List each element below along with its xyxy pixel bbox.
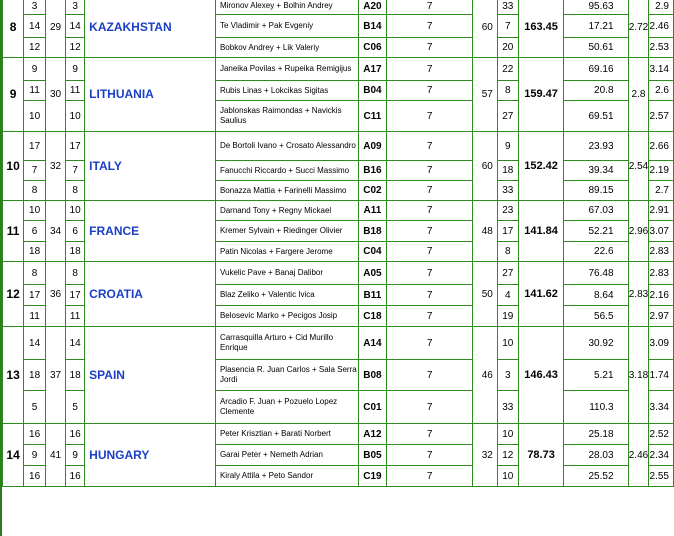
pair-code: C02	[358, 181, 387, 201]
pair-position: 33	[497, 181, 518, 201]
pair-boards: 7	[387, 201, 473, 221]
pair-seat: 10	[24, 201, 46, 221]
pair-deviation: 2.53	[649, 38, 674, 58]
pair-seat: 17	[24, 285, 46, 306]
pair-position: 18	[497, 161, 518, 181]
pair-number: 18	[66, 360, 85, 391]
team-total: 146.43	[518, 327, 564, 424]
pair-names: Darnand Tony + Regny Mickael	[215, 201, 358, 221]
pair-names: Vukelic Pave + Banaj Dalibor	[215, 262, 358, 285]
pair-code: A09	[358, 132, 387, 161]
pair-code: C18	[358, 306, 387, 327]
pair-seat: 10	[24, 101, 46, 132]
team-match-total: 57	[472, 58, 497, 132]
team-average: 2.54	[628, 132, 649, 201]
pair-seat: 16	[24, 466, 46, 487]
team-score: 41	[46, 424, 66, 487]
pair-value: 22.6	[564, 242, 628, 262]
pair-number: 18	[66, 242, 85, 262]
pair-position: 10	[497, 327, 518, 360]
pair-value: 76.48	[564, 262, 628, 285]
pair-position: 17	[497, 221, 518, 242]
pair-deviation: 2.19	[649, 161, 674, 181]
pair-seat: 11	[24, 306, 46, 327]
team-match-total: 60	[472, 0, 497, 58]
pair-seat: 9	[24, 58, 46, 81]
pair-deviation: 2.6	[649, 81, 674, 101]
pair-value: 20.8	[564, 81, 628, 101]
pair-boards: 7	[387, 15, 473, 38]
pair-code: A20	[358, 0, 387, 15]
pair-boards: 7	[387, 466, 473, 487]
pair-boards: 7	[387, 360, 473, 391]
pair-seat: 9	[24, 445, 46, 466]
pair-deviation: 3.09	[649, 327, 674, 360]
pair-position: 3	[497, 360, 518, 391]
pair-value: 5.21	[564, 360, 628, 391]
pair-deviation: 2.83	[649, 242, 674, 262]
team-rank: 12	[3, 262, 24, 327]
pair-deviation: 2.55	[649, 466, 674, 487]
pair-value: 95.63	[564, 0, 628, 15]
pair-boards: 7	[387, 285, 473, 306]
pair-code: A14	[358, 327, 387, 360]
pair-code: C04	[358, 242, 387, 262]
pair-position: 27	[497, 262, 518, 285]
pair-row	[3, 327, 674, 360]
pair-code: C11	[358, 101, 387, 132]
pair-number: 16	[66, 424, 85, 445]
team-average: 3.18	[628, 327, 649, 424]
pair-number: 16	[66, 466, 85, 487]
pair-row	[3, 262, 674, 285]
pair-boards: 7	[387, 58, 473, 81]
pair-boards: 7	[387, 101, 473, 132]
pair-code: C01	[358, 391, 387, 424]
pair-deviation: 2.52	[649, 424, 674, 445]
pair-deviation: 2.7	[649, 181, 674, 201]
pair-seat: 18	[24, 242, 46, 262]
pair-number: 6	[66, 221, 85, 242]
team-total: 152.42	[518, 132, 564, 201]
pair-code: A11	[358, 201, 387, 221]
pair-row	[3, 0, 674, 15]
pair-number: 10	[66, 101, 85, 132]
team-country: HUNGARY	[85, 424, 216, 487]
pair-seat: 14	[24, 327, 46, 360]
pair-deviation: 1.74	[649, 360, 674, 391]
pair-deviation: 2.57	[649, 101, 674, 132]
results-table	[2, 0, 674, 487]
pair-position: 8	[497, 242, 518, 262]
team-total: 141.62	[518, 262, 564, 327]
pair-names: Peter Krisztian + Barati Norbert	[215, 424, 358, 445]
pair-boards: 7	[387, 81, 473, 101]
results-body	[3, 0, 674, 487]
team-rank: 13	[3, 327, 24, 424]
team-average: 2.8	[628, 58, 649, 132]
pair-code: C19	[358, 466, 387, 487]
pair-number: 14	[66, 327, 85, 360]
pair-seat: 3	[24, 0, 46, 15]
team-total: 78.73	[518, 424, 564, 487]
pair-position: 4	[497, 285, 518, 306]
pair-boards: 7	[387, 391, 473, 424]
pair-code: A12	[358, 424, 387, 445]
pair-position: 7	[497, 15, 518, 38]
pair-position: 9	[497, 132, 518, 161]
pair-names: Kiraly Attila + Peto Sandor	[215, 466, 358, 487]
pair-seat: 11	[24, 81, 46, 101]
pair-value: 89.15	[564, 181, 628, 201]
pair-code: B08	[358, 360, 387, 391]
pair-boards: 7	[387, 38, 473, 58]
pair-value: 25.18	[564, 424, 628, 445]
pair-boards: 7	[387, 424, 473, 445]
pair-value: 67.03	[564, 201, 628, 221]
pair-deviation: 2.66	[649, 132, 674, 161]
team-score: 36	[46, 262, 66, 327]
pair-deviation: 2.34	[649, 445, 674, 466]
pair-deviation: 2.91	[649, 201, 674, 221]
team-rank: 9	[3, 58, 24, 132]
team-score: 30	[46, 58, 66, 132]
pair-names: Garai Peter + Nemeth Adrian	[215, 445, 358, 466]
pair-position: 20	[497, 38, 518, 58]
pair-boards: 7	[387, 327, 473, 360]
pair-value: 56.5	[564, 306, 628, 327]
pair-deviation: 3.07	[649, 221, 674, 242]
pair-number: 9	[66, 58, 85, 81]
pair-names: De Bortoli Ivano + Crosato Alessandro	[215, 132, 358, 161]
pair-position: 33	[497, 391, 518, 424]
pair-deviation: 2.83	[649, 262, 674, 285]
team-total: 163.45	[518, 0, 564, 58]
team-country: ITALY	[85, 132, 216, 201]
team-match-total: 46	[472, 327, 497, 424]
team-match-total: 48	[472, 201, 497, 262]
pair-deviation: 2.16	[649, 285, 674, 306]
pair-names: Kremer Sylvain + Riedinger Olivier	[215, 221, 358, 242]
team-average: 2.83	[628, 262, 649, 327]
pair-seat: 14	[24, 15, 46, 38]
pair-row	[3, 132, 674, 161]
pair-boards: 7	[387, 221, 473, 242]
pair-value: 28.03	[564, 445, 628, 466]
pair-position: 22	[497, 58, 518, 81]
pair-names: Blaz Zeliko + Valentic Ivica	[215, 285, 358, 306]
pair-deviation: 2.9	[649, 0, 674, 15]
pair-names: Arcadio F. Juan + Pozuelo Lopez Clemente	[215, 391, 358, 424]
pair-number: 17	[66, 132, 85, 161]
pair-names: Rubis Linas + Lokcikas Sigitas	[215, 81, 358, 101]
pair-position: 19	[497, 306, 518, 327]
team-country: SPAIN	[85, 327, 216, 424]
pair-code: B05	[358, 445, 387, 466]
pair-number: 17	[66, 285, 85, 306]
pair-number: 3	[66, 0, 85, 15]
pair-names: Janeika Povilas + Rupeika Remigijus	[215, 58, 358, 81]
pair-value: 50.61	[564, 38, 628, 58]
pair-seat: 18	[24, 360, 46, 391]
pair-names: Te Vladimir + Pak Evgeniy	[215, 15, 358, 38]
pair-position: 23	[497, 201, 518, 221]
pair-boards: 7	[387, 306, 473, 327]
team-country: KAZAKHSTAN	[85, 0, 216, 58]
team-total: 141.84	[518, 201, 564, 262]
pair-code: B16	[358, 161, 387, 181]
pair-boards: 7	[387, 0, 473, 15]
pair-seat: 6	[24, 221, 46, 242]
team-total: 159.47	[518, 58, 564, 132]
team-score: 29	[46, 0, 66, 58]
pair-position: 12	[497, 445, 518, 466]
pair-boards: 7	[387, 132, 473, 161]
team-country: LITHUANIA	[85, 58, 216, 132]
team-rank: 11	[3, 201, 24, 262]
pair-names: Bonazza Mattia + Farinelli Massimo	[215, 181, 358, 201]
pair-value: 69.51	[564, 101, 628, 132]
pair-names: Plasencia R. Juan Carlos + Sala Serra Jordi	[215, 360, 358, 391]
pair-number: 5	[66, 391, 85, 424]
pair-code: A17	[358, 58, 387, 81]
pair-number: 10	[66, 201, 85, 221]
pair-boards: 7	[387, 181, 473, 201]
pair-names: Mironov Alexey + Bolhin Andrey	[215, 0, 358, 15]
pair-deviation: 2.46	[649, 15, 674, 38]
pair-row	[3, 201, 674, 221]
team-average: 2.72	[628, 0, 649, 58]
pair-seat: 8	[24, 262, 46, 285]
pair-deviation: 2.97	[649, 306, 674, 327]
pair-position: 10	[497, 424, 518, 445]
pair-position: 8	[497, 81, 518, 101]
pair-number: 14	[66, 15, 85, 38]
pair-names: Fanucchi Riccardo + Succi Massimo	[215, 161, 358, 181]
pair-boards: 7	[387, 161, 473, 181]
pair-number: 7	[66, 161, 85, 181]
pair-value: 69.16	[564, 58, 628, 81]
team-score: 32	[46, 132, 66, 201]
team-match-total: 50	[472, 262, 497, 327]
pair-number: 8	[66, 181, 85, 201]
pair-code: C06	[358, 38, 387, 58]
pair-seat: 7	[24, 161, 46, 181]
pair-seat: 16	[24, 424, 46, 445]
pair-position: 33	[497, 0, 518, 15]
pair-number: 11	[66, 306, 85, 327]
team-rank: 14	[3, 424, 24, 487]
pair-row	[3, 58, 674, 81]
pair-deviation: 3.14	[649, 58, 674, 81]
pair-code: B14	[358, 15, 387, 38]
pair-code: B11	[358, 285, 387, 306]
pair-value: 8.64	[564, 285, 628, 306]
pair-code: A05	[358, 262, 387, 285]
team-country: CROATIA	[85, 262, 216, 327]
pair-names: Carrasquilla Arturo + Cid Murillo Enrique	[215, 327, 358, 360]
pair-number: 12	[66, 38, 85, 58]
pair-number: 8	[66, 262, 85, 285]
pair-value: 39.34	[564, 161, 628, 181]
pair-names: Patin Nicolas + Fargere Jerome	[215, 242, 358, 262]
pair-value: 30.92	[564, 327, 628, 360]
team-match-total: 32	[472, 424, 497, 487]
pair-number: 11	[66, 81, 85, 101]
pair-boards: 7	[387, 262, 473, 285]
pair-deviation: 3.34	[649, 391, 674, 424]
pair-number: 9	[66, 445, 85, 466]
team-match-total: 60	[472, 132, 497, 201]
pair-value: 25.52	[564, 466, 628, 487]
pair-boards: 7	[387, 242, 473, 262]
pair-value: 23.93	[564, 132, 628, 161]
team-rank: 8	[3, 0, 24, 58]
pair-value: 110.3	[564, 391, 628, 424]
pair-seat: 17	[24, 132, 46, 161]
pair-position: 10	[497, 466, 518, 487]
team-average: 2.96	[628, 201, 649, 262]
pair-code: B18	[358, 221, 387, 242]
team-average: 2.46	[628, 424, 649, 487]
pair-seat: 5	[24, 391, 46, 424]
team-score: 37	[46, 327, 66, 424]
team-country: FRANCE	[85, 201, 216, 262]
pair-names: Bobkov Andrey + Lik Valeriy	[215, 38, 358, 58]
pair-code: B04	[358, 81, 387, 101]
pair-names: Jablonskas Raimondas + Navickis Saulius	[215, 101, 358, 132]
pair-value: 17.21	[564, 15, 628, 38]
pair-seat: 8	[24, 181, 46, 201]
pair-value: 52.21	[564, 221, 628, 242]
team-rank: 10	[3, 132, 24, 201]
team-score: 34	[46, 201, 66, 262]
pair-boards: 7	[387, 445, 473, 466]
pair-row	[3, 424, 674, 445]
pair-seat: 12	[24, 38, 46, 58]
pair-position: 27	[497, 101, 518, 132]
pair-names: Belosevic Marko + Pecigos Josip	[215, 306, 358, 327]
